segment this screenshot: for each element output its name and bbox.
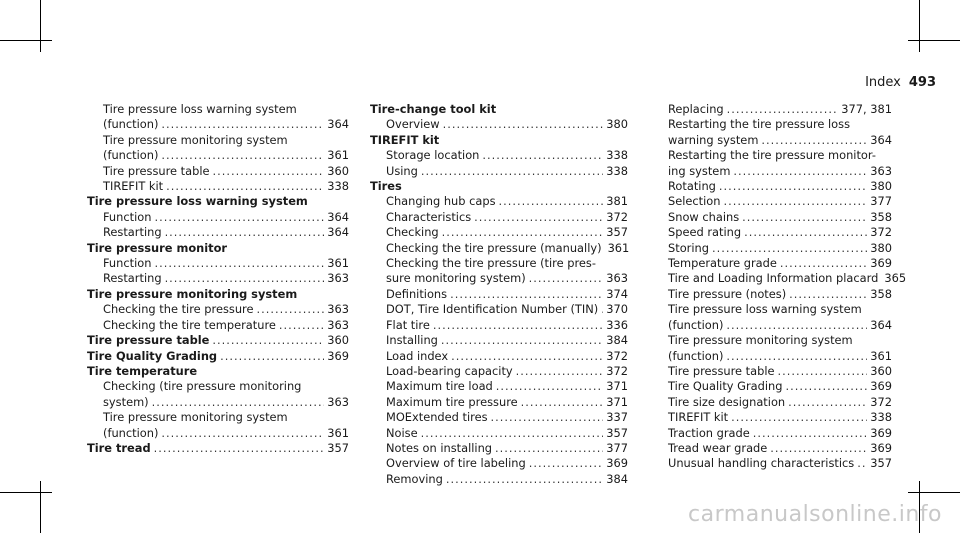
- index-subentry: [87, 426, 349, 441]
- entry-text: sure monitoring system): [386, 271, 526, 286]
- index-subentry: [370, 164, 628, 179]
- entry-text: Tire Quality Grading: [668, 379, 783, 394]
- leader-dots: [220, 349, 324, 364]
- index-subentry: [370, 426, 628, 441]
- entry-text: Flat tire: [386, 317, 430, 332]
- entry-text: Traction grade: [668, 425, 750, 440]
- page-ref: 357: [327, 440, 349, 455]
- entry-text: TIREFIT kit: [103, 179, 164, 194]
- leader-dots: [421, 164, 603, 179]
- entry-text: Function: [103, 256, 152, 271]
- entry-text: Notes on installing: [386, 440, 493, 455]
- index-subentry-text: Tire pressure loss warning system: [103, 102, 297, 116]
- leader-dots: [166, 179, 324, 194]
- index-heading: [87, 441, 349, 456]
- leader-dots: [474, 210, 603, 225]
- leader-dots: [433, 318, 603, 333]
- index-subentry: [87, 164, 349, 179]
- crop-mark: [908, 40, 960, 41]
- entry-text: Function: [103, 209, 152, 224]
- leader-dots: [495, 441, 603, 456]
- entry-text: Checking the tire pressure (manually): [386, 240, 602, 255]
- section-label: Index: [865, 75, 901, 90]
- page-ref: 361: [870, 348, 892, 363]
- leader-dots: [154, 256, 324, 271]
- leader-dots: [154, 441, 325, 456]
- entry-text: Removing: [386, 471, 443, 486]
- entry-text: Tire tread: [87, 440, 151, 455]
- index-subentry-text: Restarting the tire pressure loss: [668, 117, 851, 132]
- page-ref: 374: [606, 286, 628, 301]
- page-ref: 360: [870, 363, 892, 378]
- leader-dots: [789, 287, 867, 302]
- index-subentry: [370, 148, 628, 163]
- page-ref: 360: [327, 333, 349, 348]
- entry-text: Tire size designation: [668, 394, 786, 409]
- index-subentry: [87, 210, 349, 225]
- index-heading: [87, 349, 349, 364]
- page-ref: 357: [606, 425, 628, 440]
- index-subentry: [370, 379, 628, 394]
- page-ref: 363: [327, 302, 349, 317]
- leader-dots: [154, 210, 324, 225]
- index-subentry: [370, 333, 628, 348]
- page-ref: 369: [870, 440, 892, 455]
- index-subentry: [370, 117, 628, 132]
- index-heading: Tire pressure monitoring system: [87, 286, 298, 301]
- entry-text: Checking the tire pressure: [103, 302, 254, 317]
- entry-text: Temperature grade: [668, 256, 777, 271]
- index-column-1: [87, 102, 349, 456]
- page-ref: 363: [327, 317, 349, 332]
- page-ref: 365: [884, 271, 907, 286]
- entry-text: Storage location: [386, 148, 480, 163]
- leader-dots: [279, 318, 324, 333]
- page-ref: 363: [327, 271, 349, 286]
- entry-text: Restarting: [103, 271, 162, 286]
- leader-dots: [443, 117, 604, 132]
- leader-dots: [161, 426, 324, 441]
- entry-text: Tire Quality Grading: [87, 348, 218, 363]
- page-ref: 370: [606, 302, 628, 317]
- entry-text: Unusual handling characteristics: [668, 456, 855, 471]
- entry-text: (function): [103, 117, 159, 132]
- page-ref: 363: [327, 394, 349, 409]
- page-ref: 337: [606, 410, 628, 425]
- index-subentry: [652, 225, 892, 240]
- leader-dots: [857, 456, 867, 471]
- leader-dots: [516, 364, 604, 379]
- leader-dots: [499, 194, 604, 209]
- entry-text: Installing: [386, 333, 438, 348]
- entry-text: Restarting: [103, 225, 162, 240]
- index-subentry: [87, 318, 349, 333]
- page-ref: 369: [870, 425, 892, 440]
- page-ref: 358: [870, 286, 892, 301]
- leader-dots: [712, 241, 867, 256]
- page-ref: 372: [606, 363, 628, 378]
- index-subentry: [370, 472, 628, 487]
- index-heading: TIREFIT kit: [370, 132, 440, 147]
- leader-dots: [482, 148, 603, 163]
- page-ref: 360: [327, 163, 349, 178]
- index-subentry: [87, 302, 349, 317]
- entry-text: Replacing: [668, 102, 724, 116]
- page-ref: 361: [607, 240, 630, 255]
- leader-dots: [780, 256, 867, 271]
- entry-text: system): [103, 394, 149, 409]
- crop-mark: [40, 481, 41, 533]
- page-ref: 372: [870, 225, 892, 240]
- entry-text: Overview of tire labeling: [386, 456, 526, 471]
- index-subentry: [652, 456, 892, 471]
- entry-text: Storing: [668, 240, 709, 255]
- page-header: [865, 75, 936, 90]
- index-subentry: [652, 395, 892, 410]
- leader-dots: [161, 148, 324, 163]
- page-ref: 377: [870, 194, 892, 209]
- leader-dots: [719, 179, 867, 194]
- page-ref: 361: [327, 148, 349, 163]
- page-ref: 377, 381: [841, 102, 892, 116]
- page-ref: 380: [606, 117, 628, 132]
- page-ref: 364: [870, 317, 892, 332]
- leader-dots: [496, 379, 603, 394]
- page-ref: 364: [327, 117, 349, 132]
- index-subentry: [87, 179, 349, 194]
- entry-text: Overview: [386, 117, 440, 132]
- page-ref: 363: [870, 163, 892, 178]
- entry-text: Tire pressure table: [668, 363, 775, 378]
- index-heading: Tire pressure monitor: [87, 240, 228, 255]
- page-ref: 381: [606, 194, 628, 209]
- index-subentry: [652, 410, 892, 425]
- page-ref: 364: [327, 209, 349, 224]
- index-subentry-text: Checking the tire pressure (tire pres-: [386, 256, 596, 271]
- page-ref: 338: [606, 163, 628, 178]
- entry-text: Rotating: [668, 179, 716, 194]
- index-subentry: [652, 102, 892, 117]
- index-heading: Tire temperature: [87, 363, 198, 378]
- page-ref: 384: [606, 471, 628, 486]
- page-ref: 369: [870, 379, 892, 394]
- page-ref: 372: [870, 394, 892, 409]
- index-subentry: [87, 148, 349, 163]
- index-column-3: [652, 102, 907, 472]
- entry-text: Using: [386, 163, 418, 178]
- index-subentry-text: Tire pressure monitoring system: [103, 132, 288, 147]
- watermark: carmanualsonline.info: [688, 502, 942, 527]
- index-subentry: [370, 395, 628, 410]
- page-ref: 384: [606, 333, 628, 348]
- index-heading: [87, 333, 349, 348]
- index-subentry: [87, 117, 349, 132]
- index-heading: Tire pressure loss warning system: [87, 194, 308, 209]
- page-ref: 364: [870, 132, 892, 147]
- entry-text: (function): [668, 317, 724, 332]
- leader-dots: [761, 133, 867, 148]
- leader-dots: [165, 271, 325, 286]
- page-ref: 369: [327, 348, 349, 363]
- page-ref: 338: [327, 179, 349, 194]
- leader-dots: [213, 164, 325, 179]
- page-ref: 358: [870, 209, 892, 224]
- page-number: 493: [908, 75, 936, 90]
- entry-text: Checking: [386, 225, 439, 240]
- leader-dots: [442, 225, 604, 240]
- index-subentry: [370, 302, 628, 317]
- entry-text: warning system: [668, 132, 759, 147]
- page-ref: 369: [606, 456, 628, 471]
- entry-text: Tire pressure table: [87, 333, 210, 348]
- leader-dots: [441, 333, 603, 348]
- page-ref: 380: [870, 240, 892, 255]
- index-subentry: [370, 318, 628, 333]
- leader-dots: [733, 164, 867, 179]
- entry-text: Tread wear grade: [668, 440, 768, 455]
- leader-dots: [727, 102, 839, 117]
- entry-text: Characteristics: [386, 209, 472, 224]
- page-ref: 361: [327, 425, 349, 440]
- leader-dots: [742, 210, 867, 225]
- index-subentry: [370, 271, 628, 286]
- index-subentry: [652, 349, 892, 364]
- index-subentry: [87, 256, 349, 271]
- page-ref: 357: [606, 225, 628, 240]
- index-subentry: [652, 364, 892, 379]
- page-ref: 361: [327, 256, 349, 271]
- index-subentry-text: Checking (tire pressure monitoring: [103, 379, 302, 394]
- index-subentry: [370, 287, 628, 302]
- leader-dots: [724, 194, 868, 209]
- entry-text: MOExtended tires: [386, 410, 488, 425]
- leader-dots: [744, 225, 867, 240]
- entry-text: Tire and Loading Information placard: [668, 271, 879, 286]
- index-subentry: [370, 364, 628, 379]
- entry-text: Checking the tire temperature: [103, 317, 276, 332]
- entry-text: DOT, Tire Identification Number (TIN): [386, 302, 599, 317]
- index-heading: Tires: [370, 179, 402, 194]
- leader-dots: [753, 426, 867, 441]
- leader-dots: [731, 410, 867, 425]
- entry-text: Load index: [386, 348, 449, 363]
- page-ref: 364: [327, 225, 349, 240]
- leader-dots: [601, 302, 603, 317]
- page-ref: 338: [870, 410, 892, 425]
- leader-dots: [450, 287, 603, 302]
- index-subentry-text: Tire pressure monitoring system: [103, 410, 288, 425]
- entry-text: Snow chains: [668, 209, 740, 224]
- crop-mark: [908, 492, 960, 493]
- entry-text: Noise: [386, 425, 418, 440]
- index-subentry: [652, 241, 892, 256]
- leader-dots: [421, 426, 604, 441]
- index-subentry: [370, 349, 628, 364]
- index-subentry: [652, 179, 892, 194]
- index-subentry-text: Tire pressure monitoring system: [668, 333, 853, 348]
- index-subentry: [370, 225, 628, 240]
- entry-text: ing system: [668, 163, 731, 178]
- index-subentry: [370, 194, 628, 209]
- leader-dots: [491, 410, 604, 425]
- index-subentry: [370, 410, 628, 425]
- index-subentry: [652, 287, 892, 302]
- leader-dots: [726, 318, 867, 333]
- page-ref: 371: [606, 379, 628, 394]
- index-subentry: [87, 225, 349, 240]
- crop-mark: [0, 40, 52, 41]
- index-subentry: [370, 441, 628, 456]
- leader-dots: [451, 349, 603, 364]
- index-subentry: [652, 194, 892, 209]
- entry-text: Speed rating: [668, 225, 742, 240]
- leader-dots: [529, 456, 604, 471]
- entry-text: Selection: [668, 194, 721, 209]
- leader-dots: [529, 271, 604, 286]
- index-subentry: [87, 395, 349, 410]
- entry-text: (function): [103, 425, 159, 440]
- index-column-2: [370, 102, 628, 487]
- index-subentry-text: Restarting the tire pressure monitor-: [668, 148, 876, 163]
- leader-dots: [165, 225, 325, 240]
- entry-text: (function): [668, 348, 724, 363]
- crop-mark: [0, 492, 52, 493]
- index-subentry: [652, 256, 892, 271]
- leader-dots: [152, 395, 325, 410]
- entry-text: Maximum tire pressure: [386, 394, 518, 409]
- page-ref: 338: [606, 148, 628, 163]
- leader-dots: [446, 472, 603, 487]
- entry-text: TIREFIT kit: [668, 410, 729, 425]
- page-ref: 357: [870, 456, 892, 471]
- index-subentry: [652, 210, 892, 225]
- leader-dots: [726, 349, 867, 364]
- crop-mark: [40, 0, 41, 52]
- index-subentry: [87, 271, 349, 286]
- entry-text: Maximum tire load: [386, 379, 493, 394]
- leader-dots: [788, 395, 867, 410]
- leader-dots: [256, 302, 324, 317]
- entry-text: (function): [103, 148, 159, 163]
- index-subentry-text: Tire pressure loss warning system: [668, 302, 862, 317]
- entry-text: Load-bearing capacity: [386, 363, 513, 378]
- page-ref: 372: [606, 348, 628, 363]
- leader-dots: [770, 441, 867, 456]
- index-subentry: [652, 426, 892, 441]
- entry-text: Tire pressure (notes): [668, 286, 787, 301]
- page-ref: 380: [870, 179, 892, 194]
- index-subentry: [370, 210, 628, 225]
- leader-dots: [212, 333, 324, 348]
- entry-text: Tire pressure table: [103, 163, 210, 178]
- entry-text: Definitions: [386, 286, 448, 301]
- leader-dots: [786, 379, 868, 394]
- page-ref: 372: [606, 209, 628, 224]
- index-subentry: [652, 379, 892, 394]
- page-ref: 363: [606, 271, 628, 286]
- page-ref: 336: [606, 317, 628, 332]
- page-ref: 371: [606, 394, 628, 409]
- crop-mark: [919, 0, 920, 52]
- entry-text: Changing hub caps: [386, 194, 496, 209]
- index-subentry: [652, 441, 892, 456]
- leader-dots: [161, 117, 324, 132]
- page-ref: 369: [870, 256, 892, 271]
- index-subentry: [370, 241, 628, 256]
- index-subentry: [370, 456, 628, 471]
- leader-dots: [521, 395, 604, 410]
- index-subentry: [652, 164, 892, 179]
- index-subentry: [652, 133, 892, 148]
- page-ref: 377: [606, 440, 628, 455]
- index-subentry: [652, 271, 907, 286]
- index-heading: Tire-change tool kit: [370, 102, 497, 116]
- leader-dots: [778, 364, 868, 379]
- index-subentry: [652, 318, 892, 333]
